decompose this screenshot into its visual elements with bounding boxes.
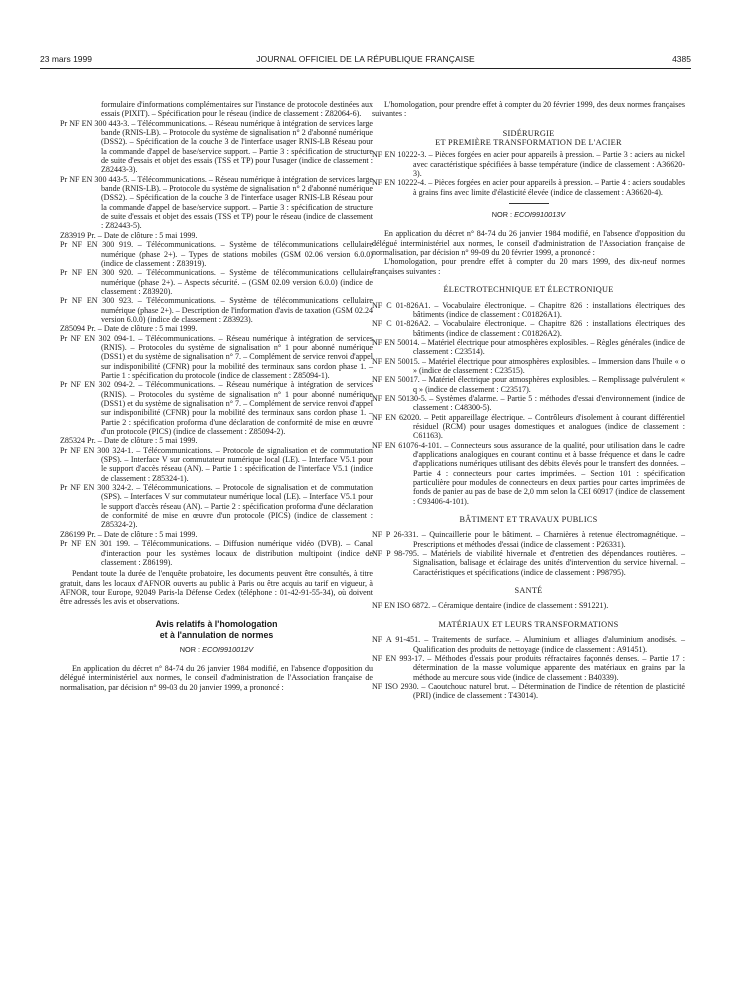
norm-entry: Pr NF EN 300 920. – Télécommunications. – Système de télécommunications cellulaire numérique (phase 2+). – Aspects sécurité. – (GSM 02.09 version 6.0.0) (indice de classement : Z83920). [60, 268, 373, 296]
norm-entry: Z85094 Pr. – Date de clôture : 5 mai 1999. [60, 324, 198, 334]
norm-entry: NF EN 62020. – Petit appareillage électrique. – Contrôleurs d'isolement à courant différentiel résiduel (RCM) pour usages domestiques et analogues (indice de classement : C61163). [372, 412, 685, 441]
page-header [40, 54, 691, 66]
section-title-siderurgie [372, 129, 685, 148]
siderurgie-title-line-1: SIDÉRURGIE [502, 128, 555, 138]
nor-label-2: NOR : [491, 210, 513, 220]
journal-title: JOURNAL OFFICIEL DE LA RÉPUBLIQUE FRANÇAISE [256, 54, 475, 64]
norm-entry: NF EN 61076-4-101. – Connecteurs sous assurance de la qualité, pour utilisation dans le cadre d'applications analogiques en courant continu et à basse fréquence et dans le cadre d'applications numériques utilisant des débits élevés pour le transfert des données. – Partie 4 : connecteurs pour cartes imprimées. – Section 101 : spécification particulière pour modules de connecteurs en deux parties pour cartes imprimées de fonds de panier au pas de base de 2,0 mm selon la CEI 60917 (indice de classement : C93406-4-101). [372, 440, 685, 506]
nor-reference-2 [372, 210, 685, 219]
electrotechnique-entries [372, 301, 685, 507]
nor-code: ECOI9910012V [202, 644, 254, 654]
avis-title [60, 619, 373, 641]
norm-entry: Pr NF EN 300 324-2. – Télécommunications. – Protocole de signalisation et de commutation (SPS). – Interfaces V sur commutateur numérique local (LE). – Interface V5.1 pour le support d'accès réseau (AN). – Partie 2 : spécification proforma d'une déclaration de conformité de mise en œuvre d'un protocole (PICS) (indice de classement : Z85324-2). [60, 483, 373, 530]
norm-entry: NF EN 10222-3. – Pièces forgées en acier pour appareils à pression. – Partie 3 : aciers au nickel avec caractéristique spécifiées à basse température (indice de classement : A36620-3). [372, 150, 685, 179]
nor-label: NOR : [179, 644, 201, 654]
homologation-paragraph-1: L'homologation, pour prendre effet à compter du 20 février 1999, des deux normes françaises suivantes : [372, 100, 685, 119]
section-title-materiaux: MATÉRIAUX ET LEURS TRANSFORMATIONS [438, 619, 619, 629]
norm-entry: Z83919 Pr. – Date de clôture : 5 mai 1999. [60, 230, 198, 240]
batiment-entries [372, 530, 685, 577]
continued-entry: formulaire d'informations complémentaires sur l'instance de protocole destinées aux essais (PIXIT). – Spécification pour le réseau (indice de classement : Z82064-6). [101, 100, 373, 119]
sante-entries [372, 601, 685, 610]
norm-entry: Pr NF EN 301 199. – Télécommunications. – Diffusion numérique vidéo (DVB). – Canal d'interaction pour les systèmes locaux de distribution multipoint (indice de classement : Z86199). [60, 539, 373, 567]
separator-rule [509, 203, 549, 204]
norm-entry: Z86199 Pr. – Date de clôture : 5 mai 1999. [60, 529, 198, 539]
header-rule [40, 68, 691, 69]
norm-entry: Z85324 Pr. – Date de clôture : 5 mai 1999. [60, 436, 198, 446]
norm-entry: NF A 91-451. – Traitements de surface. – Aluminium et alliages d'aluminium anodisés. – Qualification des produits de nettoyage (indice de classement : A91451). [372, 635, 685, 654]
section-title-batiment: BÂTIMENT ET TRAVAUX PUBLICS [459, 515, 598, 525]
norm-entry: Pr NF EN 300 443-5. – Télécommunications. – Réseau numérique à intégration de services large bande (RNIS-LB). – Protocole du système de signalisation n° 2 d'abonné numérique (DSS2). – Spécification de la couche 3 de l'interface usager RNIS-LB Réseau pour la commande d'appel de base/service support. – Partie 3 : spécification de structure de suite d'essais et objet des essais (TSS et TP) pour le réseau (indice de classement : Z82443-5). [60, 174, 373, 231]
norm-entry: Pr NF EN 300 443-3. – Télécommunications. – Réseau numérique à intégration de services large bande (RNIS-LB). – Protocole du système de signalisation n° 2 d'abonné numérique (DSS2). – Spécification de la couche 3 de l'interface usager RNIS-LB Réseau pour la commande d'appel de base/service support. – Partie 3 : spécification de structure de suite d'essais et objet des essais (TSS et TP) pour l'usager (indice de classement : Z82443-3). [60, 118, 373, 175]
nor-code-2: ECOI9910013V [514, 210, 566, 220]
avis-title-line-2: et à l'annulation de normes [159, 629, 274, 640]
homologation-paragraph-2: L'homologation, pour prendre effet à compter du 20 mars 1999, des dix-neuf normes françaises suivantes : [372, 257, 685, 276]
norm-entry: NF EN 50014. – Matériel électrique pour atmosphères explosibles. – Règles générales (indice de classement : C23514). [372, 337, 685, 357]
norm-entry: Pr NF EN 302 094-2. – Télécommunications. – Réseau numérique à intégration de services (RNIS). – Protocoles du système de signalisation n° 1 pour abonné numérique (DSS1) et du système de signalisation n° 7. – Complément de service renvoi d'appel sur indisponibilité (CFNR) pour la mobilité des terminaux sans cordon phase 1. – Partie 2 : spécification proforma d'une déclaration de conformité de mise en œuvre d'un protocole (PICS) (indice de classement : Z85094-2). [60, 380, 373, 437]
siderurgie-title-line-2: ET PREMIÈRE TRANSFORMATION DE L'ACIER [435, 138, 622, 148]
norm-entry: Pr NF EN 302 094-1. – Télécommunications. – Réseau numérique à intégration de services (RNIS). – Protocoles du système de signalisation n° 1 pour abonné numérique (DSS1) et du système de signalisation n° 7. – Complément de service renvoi d'appel sur indisponibilité (CFNR) pour la mobilité des terminaux sans cordon phase 1. – Partie 1 : spécification du protocole (indice de classement : Z85094-1). [60, 333, 373, 380]
page-number: 4385 [672, 54, 691, 64]
norm-entry: NF EN 50015. – Matériel électrique pour atmosphères explosibles. – Immersion dans l'huile « o » (indice de classement : C23515). [372, 356, 685, 375]
section-title-sante: SANTÉ [514, 586, 543, 596]
application-paragraph: En application du décret n° 84-74 du 26 janvier 1984 modifié, en l'absence d'opposition du délégué interministériel aux normes, le conseil d'administration de l'Association française de normalisation, par décision n° 99-03 du 20 janvier 1999, a prononcé : [60, 663, 373, 692]
siderurgie-entries [372, 150, 685, 197]
nor-reference [60, 645, 373, 654]
materiaux-entries [372, 635, 685, 700]
enquete-paragraph: Pendant toute la durée de l'enquête probatoire, les documents peuvent être consultés, à titre gratuit, dans les locaux d'AFNOR ouverts au public à Paris ou être acquis au tarif en vigueur, à AFNOR, tour Europe, 92049 Paris-la Défense Cedex (téléphone : 01-42-91-55-34), où doivent être adressés les avis et observations. [60, 569, 373, 607]
right-column [372, 100, 685, 701]
avis-title-line-1: Avis relatifs à l'homologation [155, 618, 278, 629]
norm-entry: NF EN 50130-5. – Systèmes d'alarme. – Partie 5 : méthodes d'essai d'environnement (indice de classement : C48300-5). [372, 393, 685, 413]
norm-entry: NF P 98-795. – Matériels de viabilité hivernale et d'entretien des dépendances routières. – Signalisation, balisage et éclairage des unités d'intervention du service hivernal. – Caractéristiques et spécifications (indice de classement : P98795). [372, 549, 685, 577]
issue-date: 23 mars 1999 [40, 54, 92, 64]
norm-entry: Pr NF EN 300 919. – Télécommunications. – Système de télécommunications cellulaire numérique (phase 2+). – Types de stations mobiles (GSM 02.06 version 6.0.0) (indice de classement : Z83919). [60, 240, 373, 268]
norm-entry: NF EN 50017. – Matériel électrique pour atmosphères explosibles. – Remplissage pulvérulent « q » (indice de classement : C23517). [372, 375, 685, 394]
norm-entry: NF C 01-826A1. – Vocabulaire électronique. – Chapitre 826 : installations électriques des bâtiments (indice de classement : C01826A1). [372, 300, 685, 319]
norm-entry: NF C 01-826A2. – Vocabulaire électronique. – Chapitre 826 : installations électriques des bâtiments (indice de classement : C01826A2). [372, 319, 685, 338]
application-paragraph-2: En application du décret n° 84-74 du 26 janvier 1984 modifié, en l'absence d'opposition du délégué interministériel aux normes, le conseil d'administration de l'Association française de normalisation, par décision n° 99-09 du 20 février 1999, a prononcé : [372, 229, 685, 258]
norm-entry: NF EN 993-17. – Méthodes d'essais pour produits réfractaires façonnés denses. – Partie 17 : détermination de la masse volumique apparente des matériaux en grains par la méthode au mercure sous vide (indice de classement : B40339). [372, 653, 685, 682]
left-entries-list [60, 119, 373, 568]
norm-entry: NF EN 10222-4. – Pièces forgées en acier pour appareils à pression. – Partie 4 : aciers soudables à grains fins avec limite d'élasticité élevée (indice de classement : A36620-4). [372, 178, 685, 197]
norm-entry: NF EN ISO 6872. – Céramique dentaire (indice de classement : S91221). [372, 601, 609, 611]
norm-entry: NF P 26-331. – Quincaillerie pour le bâtiment. – Charnières à retenue électromagnétique. – Prescriptions et méthodes d'essai (indice de classement : P26331). [372, 530, 685, 549]
section-title-electrotechnique: ÉLECTROTECHNIQUE ET ÉLECTRONIQUE [443, 285, 614, 295]
norm-entry: Pr NF EN 300 324-1. – Télécommunications. – Protocole de signalisation et de commutation (SPS). – Interface V sur commutateur numérique local (LE). – Interface V5.1 pour le support d'accès réseau (AN). – Partie 1 : spécification de l'interface V5.1 (indice de classement : Z85324-1). [60, 445, 373, 483]
left-column [60, 100, 373, 692]
norm-entry: NF ISO 2930. – Caoutchouc naturel brut. – Détermination de l'indice de rétention de plasticité (PRI) (indice de classement : T43014). [372, 681, 685, 701]
norm-entry: Pr NF EN 300 923. – Télécommunications. – Système de télécommunications cellulaire numérique (phase 2+). – Description de l'information d'avis de taxation (GSM 02.24 version 6.0.0) (indice de classement : Z83923). [60, 296, 373, 324]
